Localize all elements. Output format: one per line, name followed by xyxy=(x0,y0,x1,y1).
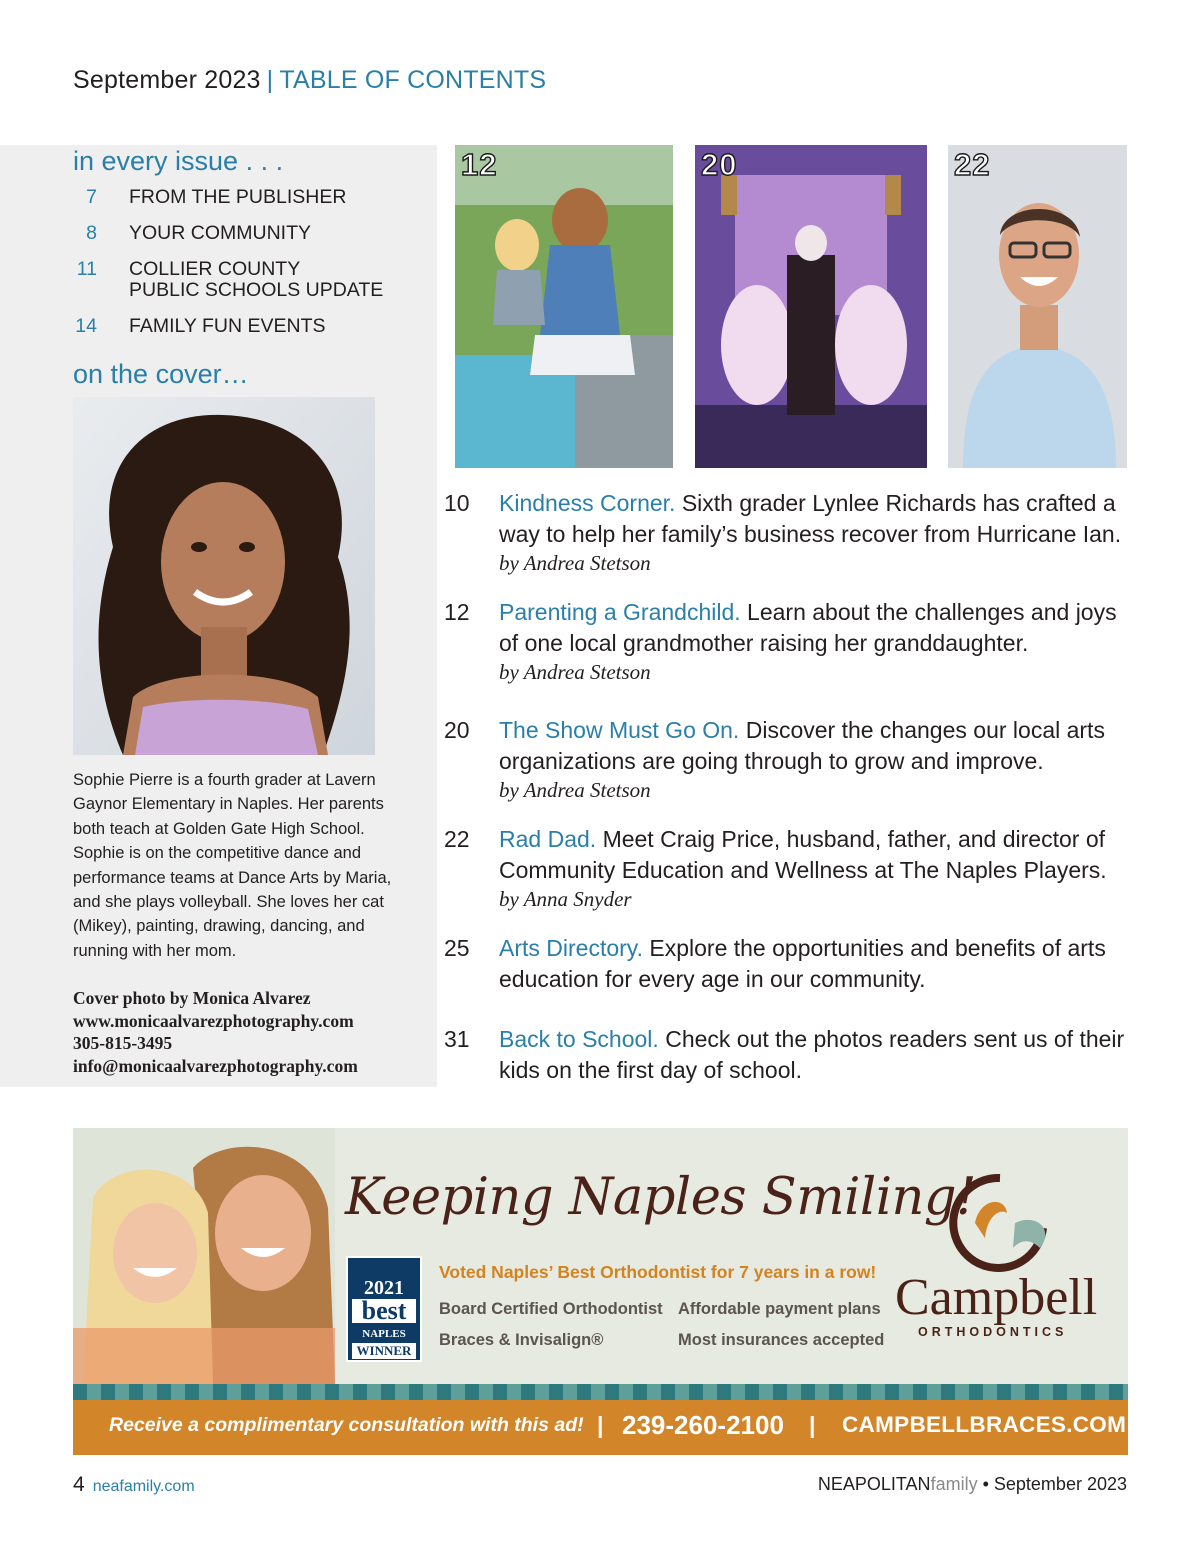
badge-winner: WINNER xyxy=(352,1343,416,1359)
issue-title: COLLIER COUNTY xyxy=(129,258,301,280)
thumbnail-page-number: 12 xyxy=(461,147,498,182)
cover-caption: Sophie Pierre is a fourth grader at Lavern Gaynor Elementary in Naples. Her parents both teach at Golden Gate High School. Sophie is on the competitive dance and performance teams at Dance Arts by Maria, and she plays volleyball. She loves her cat (Mikey), painting, drawing, dancing, and running with her mom. xyxy=(73,771,392,960)
ad-divider: | xyxy=(809,1412,816,1438)
article-description: Discover the changes our local arts organizations are going through to grow and improve. xyxy=(499,717,1105,774)
ad-decorative-band xyxy=(73,1384,1128,1400)
page-header xyxy=(73,66,546,95)
article-title: Parenting a Grandchild. xyxy=(499,599,741,625)
article-page-number: 25 xyxy=(444,935,470,961)
badge-best: best xyxy=(352,1299,416,1323)
thumbnail-page-12[interactable] xyxy=(455,145,673,468)
on-the-cover-heading: on the cover… xyxy=(73,359,249,389)
ad-footer-bar xyxy=(73,1400,1128,1455)
issue-title: YOUR COMMUNITY xyxy=(129,222,311,244)
footer-issue: • September 2023 xyxy=(982,1474,1127,1494)
ad-feature: Board Certified Orthodontist xyxy=(439,1300,663,1318)
magazine-name: NEAPOLITAN xyxy=(817,1474,931,1494)
issue-page-number: 7 xyxy=(86,186,97,208)
photographer-email[interactable]: info@monicaalvarezphotography.com xyxy=(73,1055,358,1076)
article-page-number: 10 xyxy=(444,490,470,516)
thumbnail-page-20[interactable] xyxy=(695,145,927,468)
page-number: 4 xyxy=(73,1473,85,1496)
photographer-phone: 305-815-3495 xyxy=(73,1033,173,1054)
article-page-number: 22 xyxy=(444,826,470,852)
thumbnail-page-number: 20 xyxy=(701,147,738,182)
campbell-orthodontics-ad[interactable] xyxy=(73,1128,1128,1455)
ad-divider: | xyxy=(597,1412,604,1438)
article-description: Learn about the challenges and joys of one local grandmother raising her granddaughter. xyxy=(499,599,1117,656)
magazine-name-family: family xyxy=(930,1474,978,1494)
article-page-number: 20 xyxy=(444,717,470,743)
ad-website[interactable]: CAMPBELLBRACES.COM xyxy=(842,1412,1127,1437)
issue-title: FAMILY FUN EVENTS xyxy=(129,315,326,337)
best-of-the-best-badge xyxy=(346,1256,422,1362)
article-page-number: 31 xyxy=(444,1026,470,1052)
ad-voted-text: Voted Naples’ Best Orthodontist for 7 years in a row! xyxy=(439,1262,877,1282)
article-description: Meet Craig Price, husband, father, and director of Community Education and Wellness at The Naples Players. xyxy=(499,826,1107,883)
badge-city: NAPLES xyxy=(362,1328,406,1340)
issue-page-number: 14 xyxy=(75,315,97,337)
article-byline: by Anna Snyder xyxy=(499,887,632,911)
article-title: Rad Dad. xyxy=(499,826,597,852)
article-title: Kindness Corner. xyxy=(499,490,676,516)
thumbnail-page-22[interactable] xyxy=(948,145,1127,468)
ad-brand-subtitle: ORTHODONTICS xyxy=(918,1325,1068,1339)
ad-girls-photo xyxy=(73,1128,335,1384)
article-description: Sixth grader Lynlee Richards has crafted a way to help her family’s business recover from Hurricane Ian. xyxy=(499,490,1122,547)
ad-feature: Affordable payment plans xyxy=(678,1300,881,1318)
issue-page-number: 8 xyxy=(86,222,97,244)
folio-right xyxy=(818,1474,1127,1495)
article-title: Back to School. xyxy=(499,1026,659,1052)
ad-offer: Receive a complimentary consultation with this ad! xyxy=(109,1414,584,1436)
folio-left xyxy=(73,1473,195,1497)
ad-feature: Most insurances accepted xyxy=(678,1331,885,1349)
ad-slogan: Keeping Naples Smiling! xyxy=(345,1168,977,1227)
photographer-website[interactable]: www.monicaalvarezphotography.com xyxy=(73,1010,354,1031)
cover-photo xyxy=(73,397,375,755)
issue-title-line2: PUBLIC SCHOOLS UPDATE xyxy=(129,279,384,301)
cover-credits xyxy=(73,987,423,1077)
article-page-number: 12 xyxy=(444,599,470,625)
grandmother-granddaughter-photo-icon xyxy=(455,145,673,468)
header-section-title: TABLE OF CONTENTS xyxy=(279,66,547,94)
footer-site[interactable]: neafamily.com xyxy=(92,1478,195,1495)
issue-title: FROM THE PUBLISHER xyxy=(129,186,347,208)
header-separator: | xyxy=(266,66,274,94)
cover-photo-credit: Cover photo by Monica Alvarez xyxy=(73,988,311,1008)
article-description: Check out the photos readers sent us of their kids on the first day of school. xyxy=(499,1026,1125,1083)
article-byline: by Andrea Stetson xyxy=(499,778,651,802)
smiling-man-photo-icon xyxy=(948,145,1127,468)
stage-performance-photo-icon xyxy=(695,145,927,468)
article-byline: by Andrea Stetson xyxy=(499,551,651,575)
article-title: Arts Directory. xyxy=(499,935,643,961)
badge-year: 2021 xyxy=(364,1277,404,1299)
article-byline: by Andrea Stetson xyxy=(499,660,651,684)
ad-feature: Braces & Invisalign® xyxy=(439,1331,604,1349)
campbell-logo-icon xyxy=(945,1168,1055,1278)
issue-page-number: 11 xyxy=(76,258,97,280)
article-description: Explore the opportunities and benefits of arts education for every age in our community. xyxy=(499,935,1106,992)
ad-phone[interactable]: 239-260-2100 xyxy=(622,1410,784,1440)
in-every-issue-heading: in every issue . . . xyxy=(73,146,284,176)
article-title: The Show Must Go On. xyxy=(499,717,740,743)
ad-brand-name: Campbell xyxy=(895,1269,1098,1326)
thumbnail-page-number: 22 xyxy=(954,147,991,182)
header-date: September 2023 xyxy=(73,66,261,94)
